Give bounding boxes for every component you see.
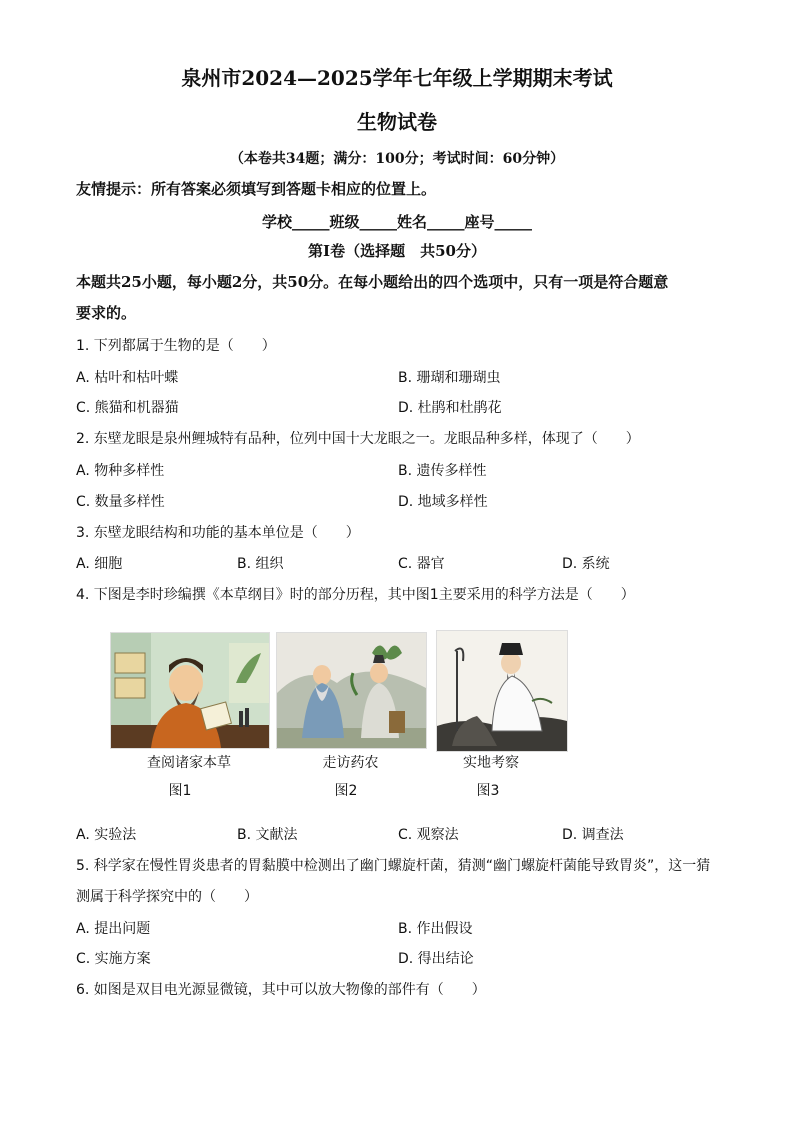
- question-4-option-c: C. 观察法: [398, 827, 459, 843]
- question-2-option-d: D. 地域多样性: [398, 494, 488, 510]
- section-heading: 第Ⅰ卷（选择题 共50分）: [308, 242, 486, 260]
- question-5-option-c: C. 实施方案: [76, 951, 151, 967]
- question-3-option-d: D. 系统: [562, 556, 610, 572]
- figure-3-image: [436, 630, 568, 752]
- friendly-tip: 友情提示：所有答案必须填写到答题卡相应的位置上。: [76, 180, 437, 198]
- student-info-fields: 学校_____班级_____姓名_____座号_____: [261, 213, 532, 231]
- figure-2-caption: 走访药农: [322, 755, 379, 771]
- question-1-option-b: B. 珊瑚和珊瑚虫: [398, 370, 501, 386]
- figure-3-caption: 实地考察: [463, 755, 519, 771]
- question-5-option-a: A. 提出问题: [76, 921, 151, 937]
- question-5-option-d: D. 得出结论: [398, 951, 474, 967]
- figure-1-image: [110, 632, 270, 749]
- question-5-stem-cont: 测属于科学探究中的（ ）: [76, 889, 258, 905]
- question-3-option-b: B. 组织: [237, 556, 284, 572]
- section-instruction-cont: 要求的。: [76, 304, 137, 322]
- question-5-stem: 5. 科学家在慢性胃炎患者的胃黏膜中检测出了幽门螺旋杆菌，猜测“幽门螺旋杆菌能导致胃炎”，这一猜: [76, 858, 711, 874]
- question-3-option-c: C. 器官: [398, 556, 445, 572]
- figure-1-caption: 查阅诸家本草: [147, 755, 231, 771]
- question-4-stem: 4. 下图是李时珍编撰《本草纲目》时的部分历程，其中图1主要采用的科学方法是（ ）: [76, 587, 635, 603]
- question-4-option-d: D. 调查法: [562, 827, 624, 843]
- question-1-option-d: D. 杜鹃和杜鹃花: [398, 400, 502, 416]
- question-6-stem: 6. 如图是双目电光源显微镜，其中可以放大物像的部件有（ ）: [76, 982, 486, 998]
- figure-1-label: 图1: [168, 783, 192, 799]
- exam-subject: 生物试卷: [357, 110, 437, 134]
- question-3-stem: 3. 东壁龙眼结构和功能的基本单位是（ ）: [76, 525, 360, 541]
- figure-2-label: 图2: [334, 783, 358, 799]
- question-4-option-b: B. 文献法: [237, 827, 298, 843]
- question-2-option-c: C. 数量多样性: [76, 494, 165, 510]
- question-1-stem: 1. 下列都属于生物的是（ ）: [76, 338, 276, 354]
- question-4-option-a: A. 实验法: [76, 827, 137, 843]
- section-instruction: 本题共25小题，每小题2分，共50分。在每小题给出的四个选项中，只有一项是符合题意: [76, 273, 669, 291]
- question-5-option-b: B. 作出假设: [398, 921, 473, 937]
- question-2-option-b: B. 遗传多样性: [398, 463, 487, 479]
- exam-meta: （本卷共34题；满分：100分；考试时间：60分钟）: [229, 151, 565, 167]
- exam-title: 泉州市2024—2025学年七年级上学期期末考试: [181, 66, 613, 90]
- question-1-option-c: C. 熊猫和机器猫: [76, 400, 179, 416]
- question-3-option-a: A. 细胞: [76, 556, 123, 572]
- question-2-option-a: A. 物种多样性: [76, 463, 165, 479]
- question-1-option-a: A. 枯叶和枯叶蝶: [76, 370, 179, 386]
- figure-2-image: [276, 632, 427, 749]
- figure-3-label: 图3: [476, 783, 500, 799]
- question-2-stem: 2. 东壁龙眼是泉州鲤城特有品种，位列中国十大龙眼之一。龙眼品种多样，体现了（ ）: [76, 431, 640, 447]
